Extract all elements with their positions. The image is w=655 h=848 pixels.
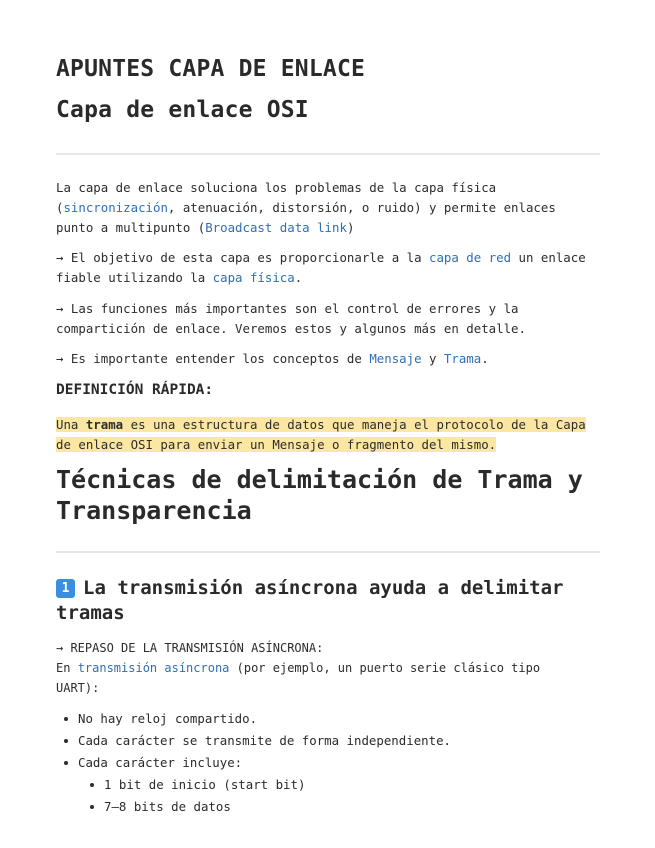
list-item: 7–8 bits de datos bbox=[78, 796, 451, 818]
page-title: APUNTES CAPA DE ENLACE bbox=[56, 56, 366, 82]
number-one-icon: 1 bbox=[56, 579, 75, 598]
section-title: Técnicas de delimitación de Trama y Transparencia bbox=[56, 465, 583, 525]
link-capa-de-red[interactable]: capa de red bbox=[429, 250, 512, 265]
recap-heading: → REPASO DE LA TRANSMISIÓN ASÍNCRONA: bbox=[56, 641, 324, 655]
link-sincronizacion[interactable]: sincronización bbox=[63, 200, 168, 215]
objective-paragraph: → El objetivo de esta capa es proporcionarle a la capa de red un enlace fiable utilizando la capa física. bbox=[56, 250, 586, 285]
link-capa-fisica[interactable]: capa física bbox=[212, 270, 295, 285]
page-subtitle: Capa de enlace OSI bbox=[56, 97, 309, 123]
recap-text: En transmisión asíncrona (por ejemplo, un puerto serie clásico tipo bbox=[56, 661, 541, 675]
recap-block bbox=[56, 638, 540, 698]
link-broadcast-data-link[interactable]: Broadcast data link bbox=[205, 220, 347, 235]
definition-bold-term: trama bbox=[85, 417, 124, 432]
link-transmision-asincrona[interactable]: transmisión asíncrona bbox=[77, 661, 230, 675]
link-mensaje[interactable]: Mensaje bbox=[369, 351, 422, 366]
list-item: No hay reloj compartido. bbox=[64, 708, 451, 730]
subsection-heading: 1 La transmisión asíncrona ayuda a delimitar tramas bbox=[56, 577, 564, 624]
definition-highlight: Una trama es una estructura de datos que maneja el protocolo de la Capa de enlace OSI para enviar un Mensaje o fragmento del mismo. bbox=[56, 417, 586, 452]
sub-bullet-list bbox=[78, 774, 451, 818]
list-item: Cada carácter incluye: 1 bit de inicio (start bit) 7–8 bits de datos bbox=[64, 752, 451, 818]
link-trama[interactable]: Trama bbox=[443, 351, 482, 366]
definition-heading: DEFINICIÓN RÁPIDA: bbox=[56, 382, 214, 398]
list-item: 1 bit de inicio (start bit) bbox=[78, 774, 451, 796]
divider bbox=[56, 551, 600, 553]
bullet-list bbox=[64, 708, 451, 818]
divider bbox=[56, 153, 600, 155]
list-item: Cada carácter se transmite de forma independiente. bbox=[64, 730, 451, 752]
concepts-paragraph: → Es importante entender los conceptos de Mensaje y Trama. bbox=[56, 351, 489, 366]
recap-text-continued: UART): bbox=[56, 681, 100, 695]
functions-paragraph: → Las funciones más importantes son el control de errores y la compartición de enlace. Veremos estos y algunos más en detalle. bbox=[56, 301, 526, 336]
intro-paragraph: La capa de enlace soluciona los problemas de la capa física (sincronización, atenuación, distorsión, o ruido) y permite enlaces punto a multipunto (Broadcast data link) bbox=[56, 180, 556, 235]
